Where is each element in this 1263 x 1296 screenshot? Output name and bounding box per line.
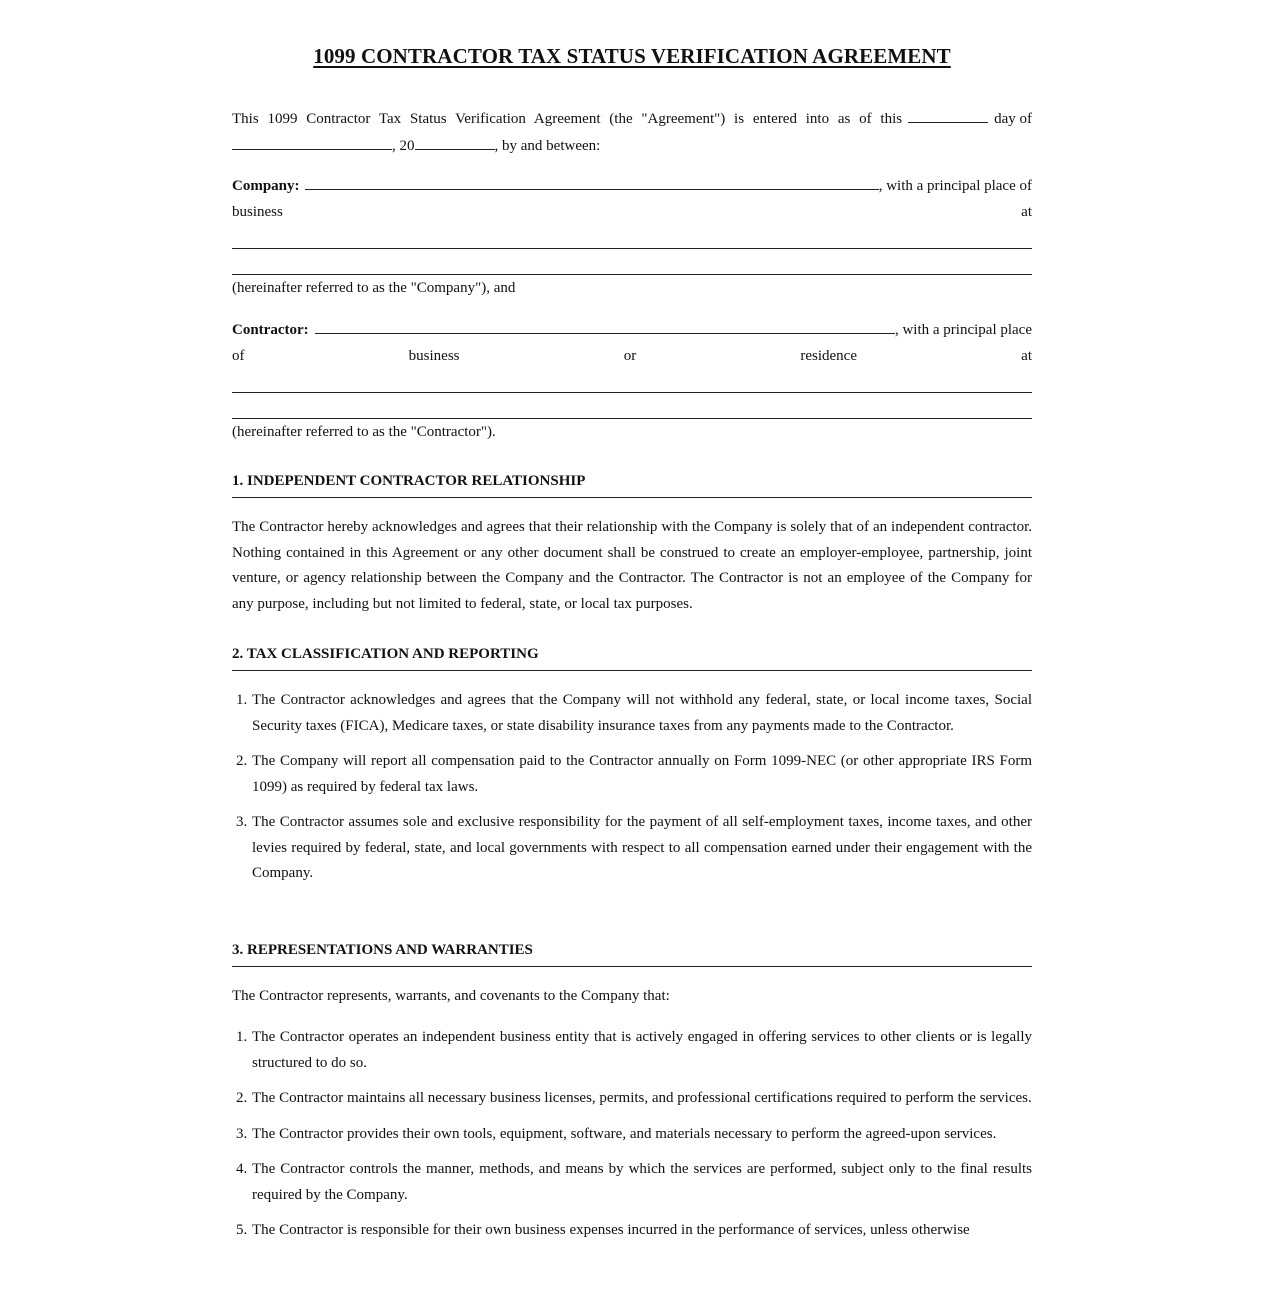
contractor-after-blank: , with a principal place [894, 322, 1032, 338]
company-business-word: business [232, 204, 283, 220]
section-2-heading: 2. TAX CLASSIFICATION AND REPORTING [232, 644, 1032, 671]
intro-text-part4: , by and between: [494, 138, 601, 154]
list-item-text: The Company will report all compensation paid to the Contractor annually on Form 1099-NEC (or other appropriate IRS Form 1099) as required by federal tax laws. [252, 753, 1032, 795]
contractor-word-or: or [623, 348, 637, 364]
contractor-word-at: at [1021, 348, 1032, 364]
intro-paragraph [232, 105, 1032, 159]
company-line-1 [232, 172, 1032, 199]
list-item [232, 810, 1032, 887]
list-item-text: The Contractor provides their own tools, equipment, software, and materials necessary to perform the agreed-upon services. [252, 1125, 997, 1142]
contractor-line-1 [232, 316, 1032, 343]
list-item [232, 1218, 1032, 1244]
contractor-hereinafter: (hereinafter referred to as the "Contractor"). [232, 424, 496, 440]
list-item [232, 1025, 1032, 1076]
list-item [232, 688, 1032, 739]
contractor-line-2 [232, 343, 1032, 369]
list-item [232, 749, 1032, 800]
contractor-label: Contractor: [232, 322, 309, 338]
intro-text-part3: , 20 [392, 138, 415, 154]
contractor-block [232, 316, 1032, 369]
intro-line-1 [232, 105, 1032, 132]
list-item-number: 3. [236, 1125, 248, 1142]
list-item-number: 1. [236, 692, 248, 708]
contractor-address-line-1[interactable] [232, 392, 1032, 393]
day-blank[interactable] [908, 105, 988, 123]
section-2-list [232, 688, 1032, 887]
section-3-list [232, 1025, 1032, 1244]
contractor-word-business: business [408, 348, 460, 364]
section-3-heading: 3. REPRESENTATIONS AND WARRANTIES [232, 940, 1032, 967]
list-item-number: 1. [236, 1029, 248, 1045]
list-item-number: 5. [236, 1222, 248, 1238]
company-block [232, 172, 1032, 225]
list-item-text: The Contractor operates an independent business entity that is actively engaged in offering services to other clients or is legally structured to do so. [252, 1029, 1032, 1071]
list-item-number: 4. [236, 1161, 248, 1177]
intro-line-2 [232, 132, 1032, 159]
intro-text-part2: day of [994, 111, 1032, 127]
list-item [232, 1157, 1032, 1208]
company-at-word: at [1021, 204, 1032, 220]
intro-text-part1: This 1099 Contractor Tax Status Verification Agreement (the "Agreement") is entered into as of this [232, 111, 903, 127]
list-item-text: The Contractor assumes sole and exclusive responsibility for the payment of all self-employment taxes, income taxes, and other levies required by federal, state, and local governments with respect to all compensation earned under their engagement with the Company. [252, 814, 1032, 881]
section-1-heading: 1. INDEPENDENT CONTRACTOR RELATIONSHIP [232, 471, 1032, 498]
company-label: Company: [232, 178, 300, 194]
company-address-line-1[interactable] [232, 248, 1032, 249]
company-line-2 [232, 199, 1032, 225]
list-item-number: 2. [236, 753, 248, 769]
company-name-blank[interactable] [305, 172, 879, 190]
list-item-text: The Contractor maintains all necessary business licenses, permits, and professional certifications required to perform the services. [252, 1090, 1032, 1106]
section-1-paragraph: The Contractor hereby acknowledges and agrees that their relationship with the Company is solely that of an independent contractor. Nothing contained in this Agreement or any other document shall be construed to create an employer-employee, partnership, joint venture, or agency relationship between the Company and the Contractor. The Contractor is not an employee of the Company for any purpose, including but not limited to federal, state, or local tax purposes. [232, 519, 1032, 613]
list-item-text: The Contractor controls the manner, methods, and means by which the services are performed, subject only to the final results required by the Company. [252, 1161, 1032, 1203]
company-hereinafter: (hereinafter referred to as the "Company"), and [232, 280, 516, 296]
document-title: 1099 CONTRACTOR TAX STATUS VERIFICATION AGREEMENT [313, 44, 951, 68]
year-blank[interactable] [415, 132, 495, 150]
section-3-lead: The Contractor represents, warrants, and covenants to the Company that: [232, 988, 670, 1004]
list-item-text: The Contractor acknowledges and agrees that the Company will not withhold any federal, state, or local income taxes, Social Security taxes (FICA), Medicare taxes, or state disability insurance taxes from any payments made to the Contractor. [252, 692, 1032, 734]
contractor-word-residence: residence [800, 348, 857, 364]
list-item-number: 2. [236, 1090, 248, 1106]
contractor-word-of: of [232, 348, 245, 364]
list-item-number: 3. [236, 814, 248, 830]
month-blank[interactable] [232, 132, 392, 150]
list-item-text: The Contractor is responsible for their own business expenses incurred in the performance of services, unless otherwise [252, 1222, 970, 1238]
contractor-name-blank[interactable] [315, 316, 895, 334]
company-after-blank: , with a principal place of [878, 178, 1032, 194]
list-item [232, 1122, 1032, 1148]
list-item [232, 1086, 1032, 1112]
